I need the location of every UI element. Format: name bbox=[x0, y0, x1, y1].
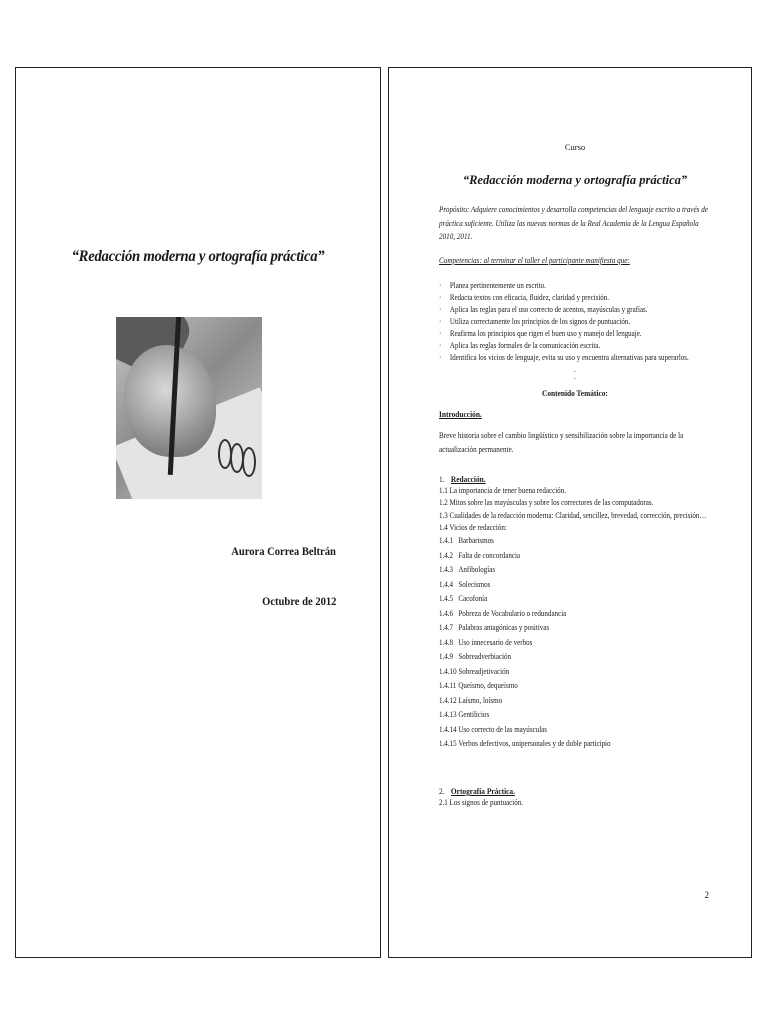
list-item bbox=[439, 563, 711, 578]
item-text: Verbos defectivos, unipersonales y de doble participio bbox=[458, 739, 611, 749]
item-code: 1.4.13 bbox=[439, 710, 457, 720]
list-item bbox=[439, 549, 711, 564]
list-item bbox=[439, 708, 711, 723]
section-1-number: 1. bbox=[439, 473, 445, 484]
section-2-number: 2. bbox=[439, 785, 445, 796]
list-item bbox=[439, 592, 711, 607]
item-code: 1.4.15 bbox=[439, 739, 457, 749]
item-text: Sobreadjetivación bbox=[458, 666, 510, 676]
cover-title: “Redacción moderna y ortografía práctica” bbox=[71, 248, 325, 265]
separator-dot: . bbox=[574, 365, 576, 375]
list-item bbox=[439, 534, 711, 549]
list-item bbox=[439, 737, 711, 752]
cover-image-hand-writing bbox=[116, 317, 262, 499]
section-1-heading bbox=[439, 474, 711, 485]
separator-dot: . bbox=[574, 372, 576, 382]
item-code: 1.4.7 bbox=[439, 623, 454, 633]
section-1-title: Redacción. bbox=[450, 473, 486, 484]
competency-item: · Redacta textos con eficacia, fluidez, claridad y precisión. bbox=[439, 292, 711, 304]
section-line: 2.1 Los signos de puntuación. bbox=[439, 798, 524, 808]
item-text: Solecismos bbox=[458, 579, 491, 589]
competencies-list bbox=[439, 280, 711, 364]
section-line: 1.3 Cualidades de la redacción moderna: Claridad, sencillez, brevedad, corrección, precisión… bbox=[439, 510, 707, 520]
item-text: Uso correcto de las mayúsculas bbox=[458, 724, 548, 734]
section-2-title: Ortografía Práctica. bbox=[450, 785, 515, 796]
intro-text: Breve historia sobre el cambio lingüístico y sensibilización sobre la importancia de la actualización permanente. bbox=[439, 430, 684, 454]
competency-item: · Utiliza correctamente los principios de los signos de puntuación. bbox=[439, 316, 711, 328]
competency-item: · Aplica las reglas formales de la comunicación escrita. bbox=[439, 340, 711, 352]
section-line: 1.2 Mitos sobre las mayúsculas y sobre los correctores de las computadoras. bbox=[439, 498, 654, 508]
section-1-items bbox=[439, 534, 711, 752]
competency-item: · Planea pertinentemente un escrito. bbox=[439, 280, 711, 292]
separator-dots bbox=[439, 366, 711, 380]
item-code: 1.4.5 bbox=[439, 594, 454, 604]
list-item bbox=[439, 650, 711, 665]
item-text: Queísmo, dequeísmo bbox=[458, 681, 518, 691]
content-heading: Contenido Temático: bbox=[541, 387, 608, 398]
item-code: 1.4.4 bbox=[439, 579, 454, 589]
purpose-text: Propósito: Adquiere conocimientos y desarrolla competencias del lenguaje escrito a través de práctica suficiente. Utiliza las nuevas normas de la Real Academia de la Lengua Española 2010, 2011. bbox=[439, 204, 708, 242]
list-item bbox=[439, 665, 711, 680]
section-line: 1.1 La importancia de tener buena redacción. bbox=[439, 486, 566, 496]
item-code: 1.4.12 bbox=[439, 695, 457, 705]
list-item bbox=[439, 607, 711, 622]
item-text: Falta de concordancia bbox=[458, 550, 521, 560]
item-text: Sobreadverbiación bbox=[458, 652, 512, 662]
cover-page bbox=[15, 67, 381, 958]
list-item bbox=[439, 578, 711, 593]
item-code: 1.4.1 bbox=[439, 535, 454, 545]
item-text: Palabras antagónicas y positivas bbox=[458, 623, 550, 633]
list-item bbox=[439, 636, 711, 651]
item-code: 1.4.3 bbox=[439, 565, 454, 575]
page-number: 2 bbox=[704, 890, 709, 900]
section-2-heading bbox=[439, 786, 711, 797]
item-text: Gentilicios bbox=[458, 710, 490, 720]
item-code: 1.4.11 bbox=[439, 681, 457, 691]
item-code: 1.4.9 bbox=[439, 652, 454, 662]
section-line: 1.4 Vicios de redacción: bbox=[439, 522, 507, 532]
course-title: “Redacción moderna y ortografía práctica” bbox=[462, 173, 688, 188]
competency-item: · Reafirma los principios que rigen el buen uso y manejo del lenguaje. bbox=[439, 328, 711, 340]
competency-item: · Identifica los vicios de lenguaje, evita su uso y encuentra alternativas para superarlos. bbox=[439, 352, 711, 364]
list-item bbox=[439, 621, 711, 636]
item-text: Pobreza de Vocabulario o redundancia bbox=[458, 608, 567, 618]
notebook-spiral-illustration bbox=[214, 437, 262, 481]
cover-author: Aurora Correa Beltrán bbox=[231, 544, 336, 558]
content-page bbox=[388, 67, 752, 958]
item-text: Anfibologías bbox=[458, 565, 496, 575]
list-item bbox=[439, 679, 711, 694]
list-item bbox=[439, 723, 711, 738]
cover-date: Octubre de 2012 bbox=[261, 594, 336, 608]
item-code: 1.4.14 bbox=[439, 724, 457, 734]
item-code: 1.4.6 bbox=[439, 608, 454, 618]
item-code: 1.4.8 bbox=[439, 637, 454, 647]
list-item bbox=[439, 694, 711, 709]
section-2-lines bbox=[439, 797, 711, 809]
item-text: Cacofonía bbox=[458, 594, 488, 604]
item-text: Laísmo, loísmo bbox=[458, 695, 503, 705]
item-code: 1.4.10 bbox=[439, 666, 457, 676]
intro-heading: Introducción. bbox=[439, 409, 482, 420]
item-text: Barbarismos bbox=[458, 535, 494, 545]
competency-item: · Aplica las reglas para el uso correcto de acentos, mayúsculas y grafías. bbox=[439, 304, 711, 316]
competencies-intro: Competencias: al terminar el taller el participante manifiesta que: bbox=[439, 255, 630, 266]
item-text: Uso innecesario de verbos bbox=[458, 637, 533, 647]
section-1-lines bbox=[439, 485, 711, 534]
course-label: Curso bbox=[564, 142, 586, 152]
item-code: 1.4.2 bbox=[439, 550, 454, 560]
